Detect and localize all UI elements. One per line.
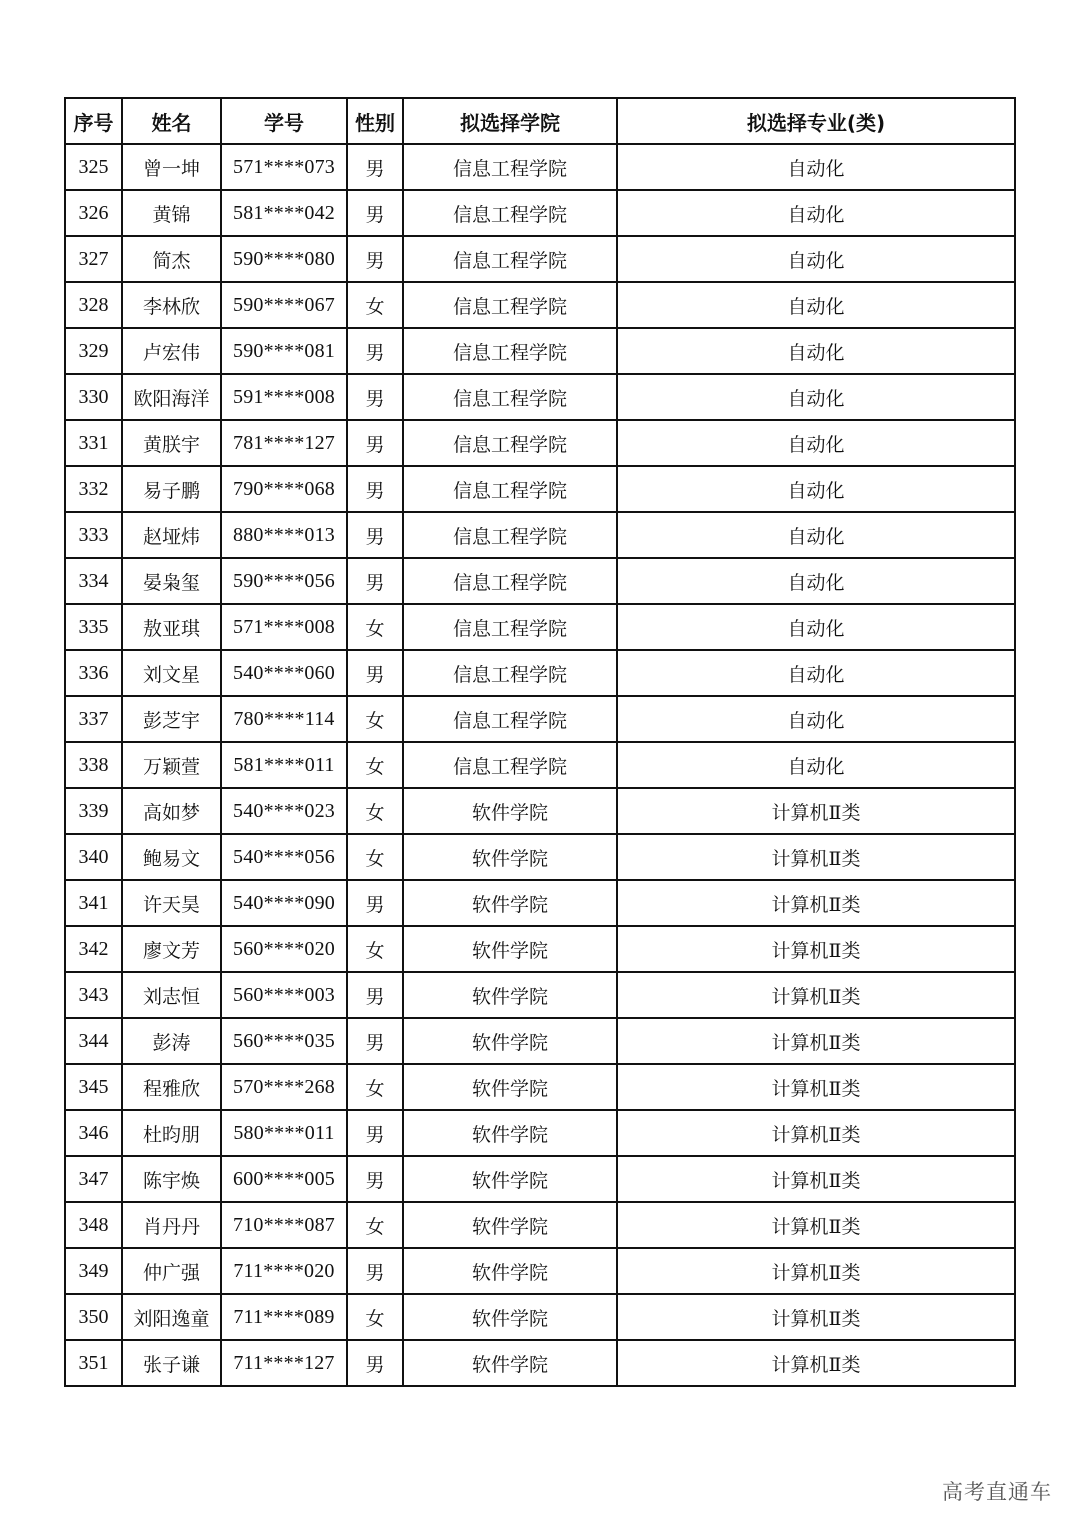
cell-student-id: 571****008 <box>221 604 347 650</box>
table-row <box>65 236 1015 282</box>
table-row <box>65 1340 1015 1386</box>
watermark-text: 高考直通车 <box>942 1480 1052 1504</box>
cell-student-id: 540****056 <box>221 834 347 880</box>
cell-name: 陈宇焕 <box>122 1156 221 1202</box>
cell-major: 计算机Ⅱ类 <box>617 1018 1015 1064</box>
cell-college: 信息工程学院 <box>403 650 617 696</box>
cell-gender: 男 <box>347 1340 403 1386</box>
table-row <box>65 1294 1015 1340</box>
cell-student-id: 570****268 <box>221 1064 347 1110</box>
cell-major: 自动化 <box>617 742 1015 788</box>
cell-college: 软件学院 <box>403 788 617 834</box>
cell-student-id: 780****114 <box>221 696 347 742</box>
cell-seq: 335 <box>65 604 122 650</box>
cell-name: 彭涛 <box>122 1018 221 1064</box>
cell-name: 赵垭炜 <box>122 512 221 558</box>
cell-student-id: 590****081 <box>221 328 347 374</box>
table-row <box>65 1110 1015 1156</box>
table-row <box>65 144 1015 190</box>
table-row <box>65 1248 1015 1294</box>
cell-seq: 332 <box>65 466 122 512</box>
cell-gender: 男 <box>347 190 403 236</box>
cell-major: 计算机Ⅱ类 <box>617 1202 1015 1248</box>
cell-major: 自动化 <box>617 144 1015 190</box>
cell-college: 软件学院 <box>403 1248 617 1294</box>
cell-college: 信息工程学院 <box>403 604 617 650</box>
cell-name: 廖文芳 <box>122 926 221 972</box>
cell-gender: 男 <box>347 236 403 282</box>
cell-name: 肖丹丹 <box>122 1202 221 1248</box>
cell-student-id: 540****023 <box>221 788 347 834</box>
cell-college: 信息工程学院 <box>403 374 617 420</box>
cell-major: 计算机Ⅱ类 <box>617 1110 1015 1156</box>
cell-student-id: 540****090 <box>221 880 347 926</box>
cell-gender: 女 <box>347 834 403 880</box>
cell-major: 自动化 <box>617 282 1015 328</box>
cell-major: 自动化 <box>617 420 1015 466</box>
cell-name: 敖亚琪 <box>122 604 221 650</box>
table-row <box>65 420 1015 466</box>
header-name: 姓名 <box>122 98 221 144</box>
table-row <box>65 282 1015 328</box>
cell-gender: 女 <box>347 788 403 834</box>
cell-gender: 男 <box>347 144 403 190</box>
cell-college: 软件学院 <box>403 1110 617 1156</box>
cell-student-id: 710****087 <box>221 1202 347 1248</box>
table-row <box>65 1064 1015 1110</box>
header-gender: 性别 <box>347 98 403 144</box>
cell-seq: 343 <box>65 972 122 1018</box>
cell-name: 卢宏伟 <box>122 328 221 374</box>
cell-major: 自动化 <box>617 236 1015 282</box>
cell-college: 信息工程学院 <box>403 236 617 282</box>
cell-student-id: 790****068 <box>221 466 347 512</box>
cell-major: 自动化 <box>617 374 1015 420</box>
cell-name: 黄锦 <box>122 190 221 236</box>
cell-college: 软件学院 <box>403 1018 617 1064</box>
table-row <box>65 512 1015 558</box>
cell-seq: 338 <box>65 742 122 788</box>
cell-gender: 女 <box>347 604 403 650</box>
cell-seq: 344 <box>65 1018 122 1064</box>
cell-seq: 337 <box>65 696 122 742</box>
table-row <box>65 972 1015 1018</box>
cell-major: 自动化 <box>617 512 1015 558</box>
cell-name: 刘志恒 <box>122 972 221 1018</box>
cell-major: 自动化 <box>617 604 1015 650</box>
cell-seq: 345 <box>65 1064 122 1110</box>
cell-student-id: 540****060 <box>221 650 347 696</box>
cell-student-id: 711****020 <box>221 1248 347 1294</box>
cell-major: 计算机Ⅱ类 <box>617 926 1015 972</box>
cell-name: 欧阳海洋 <box>122 374 221 420</box>
cell-name: 鲍易文 <box>122 834 221 880</box>
header-student-id: 学号 <box>221 98 347 144</box>
table-row <box>65 742 1015 788</box>
cell-college: 信息工程学院 <box>403 466 617 512</box>
cell-college: 软件学院 <box>403 972 617 1018</box>
header-major: 拟选择专业(类) <box>617 98 1015 144</box>
cell-college: 信息工程学院 <box>403 282 617 328</box>
table-row <box>65 1202 1015 1248</box>
table-header <box>65 98 1015 144</box>
table-row <box>65 1156 1015 1202</box>
cell-student-id: 581****042 <box>221 190 347 236</box>
cell-seq: 348 <box>65 1202 122 1248</box>
table-row <box>65 374 1015 420</box>
cell-gender: 男 <box>347 880 403 926</box>
cell-student-id: 600****005 <box>221 1156 347 1202</box>
cell-gender: 男 <box>347 650 403 696</box>
cell-college: 信息工程学院 <box>403 696 617 742</box>
cell-name: 万颖萱 <box>122 742 221 788</box>
cell-gender: 女 <box>347 1294 403 1340</box>
cell-college: 软件学院 <box>403 1294 617 1340</box>
cell-name: 刘阳逸童 <box>122 1294 221 1340</box>
cell-student-id: 560****035 <box>221 1018 347 1064</box>
cell-gender: 男 <box>347 1018 403 1064</box>
table-row <box>65 880 1015 926</box>
cell-name: 晏枭玺 <box>122 558 221 604</box>
cell-seq: 327 <box>65 236 122 282</box>
cell-name: 刘文星 <box>122 650 221 696</box>
cell-seq: 349 <box>65 1248 122 1294</box>
cell-major: 自动化 <box>617 558 1015 604</box>
header-row <box>65 98 1015 144</box>
cell-name: 易子鹏 <box>122 466 221 512</box>
cell-seq: 339 <box>65 788 122 834</box>
cell-college: 信息工程学院 <box>403 742 617 788</box>
cell-gender: 女 <box>347 742 403 788</box>
cell-name: 高如梦 <box>122 788 221 834</box>
cell-name: 杜昀朋 <box>122 1110 221 1156</box>
table-row <box>65 328 1015 374</box>
cell-student-id: 560****020 <box>221 926 347 972</box>
cell-seq: 340 <box>65 834 122 880</box>
cell-major: 计算机Ⅱ类 <box>617 880 1015 926</box>
cell-major: 计算机Ⅱ类 <box>617 1294 1015 1340</box>
cell-college: 软件学院 <box>403 1156 617 1202</box>
cell-seq: 331 <box>65 420 122 466</box>
cell-name: 黄朕宇 <box>122 420 221 466</box>
cell-major: 计算机Ⅱ类 <box>617 1156 1015 1202</box>
cell-gender: 男 <box>347 1110 403 1156</box>
cell-student-id: 781****127 <box>221 420 347 466</box>
cell-name: 曾一坤 <box>122 144 221 190</box>
table-row <box>65 696 1015 742</box>
cell-seq: 347 <box>65 1156 122 1202</box>
cell-name: 简杰 <box>122 236 221 282</box>
table-body <box>65 144 1015 1386</box>
cell-college: 软件学院 <box>403 1202 617 1248</box>
cell-major: 计算机Ⅱ类 <box>617 1340 1015 1386</box>
cell-college: 信息工程学院 <box>403 328 617 374</box>
cell-gender: 男 <box>347 374 403 420</box>
cell-student-id: 711****089 <box>221 1294 347 1340</box>
cell-name: 张子谦 <box>122 1340 221 1386</box>
cell-major: 计算机Ⅱ类 <box>617 1064 1015 1110</box>
cell-gender: 女 <box>347 1064 403 1110</box>
table-row <box>65 926 1015 972</box>
cell-major: 计算机Ⅱ类 <box>617 834 1015 880</box>
cell-student-id: 590****056 <box>221 558 347 604</box>
cell-major: 计算机Ⅱ类 <box>617 1248 1015 1294</box>
cell-student-id: 590****080 <box>221 236 347 282</box>
cell-student-id: 711****127 <box>221 1340 347 1386</box>
cell-seq: 334 <box>65 558 122 604</box>
cell-major: 计算机Ⅱ类 <box>617 972 1015 1018</box>
table-row <box>65 190 1015 236</box>
cell-name: 李林欣 <box>122 282 221 328</box>
cell-major: 自动化 <box>617 650 1015 696</box>
cell-seq: 346 <box>65 1110 122 1156</box>
cell-college: 软件学院 <box>403 926 617 972</box>
cell-seq: 342 <box>65 926 122 972</box>
cell-gender: 男 <box>347 972 403 1018</box>
header-college: 拟选择学院 <box>403 98 617 144</box>
cell-seq: 329 <box>65 328 122 374</box>
table-row <box>65 834 1015 880</box>
cell-gender: 男 <box>347 420 403 466</box>
cell-college: 软件学院 <box>403 1064 617 1110</box>
cell-college: 软件学院 <box>403 880 617 926</box>
cell-seq: 326 <box>65 190 122 236</box>
cell-student-id: 880****013 <box>221 512 347 558</box>
student-list-table <box>64 97 1016 1387</box>
cell-gender: 女 <box>347 926 403 972</box>
cell-seq: 330 <box>65 374 122 420</box>
cell-major: 自动化 <box>617 466 1015 512</box>
cell-college: 软件学院 <box>403 1340 617 1386</box>
table-row <box>65 604 1015 650</box>
cell-major: 自动化 <box>617 328 1015 374</box>
cell-seq: 341 <box>65 880 122 926</box>
cell-student-id: 580****011 <box>221 1110 347 1156</box>
cell-seq: 328 <box>65 282 122 328</box>
table-row <box>65 788 1015 834</box>
cell-name: 许天昊 <box>122 880 221 926</box>
cell-college: 软件学院 <box>403 834 617 880</box>
cell-student-id: 590****067 <box>221 282 347 328</box>
cell-seq: 333 <box>65 512 122 558</box>
cell-name: 程雅欣 <box>122 1064 221 1110</box>
cell-gender: 女 <box>347 1202 403 1248</box>
cell-major: 自动化 <box>617 696 1015 742</box>
cell-gender: 女 <box>347 282 403 328</box>
cell-seq: 351 <box>65 1340 122 1386</box>
cell-major: 自动化 <box>617 190 1015 236</box>
cell-name: 彭芝宇 <box>122 696 221 742</box>
cell-name: 仲广强 <box>122 1248 221 1294</box>
cell-major: 计算机Ⅱ类 <box>617 788 1015 834</box>
cell-student-id: 560****003 <box>221 972 347 1018</box>
cell-college: 信息工程学院 <box>403 558 617 604</box>
cell-gender: 男 <box>347 1248 403 1294</box>
cell-gender: 男 <box>347 1156 403 1202</box>
student-list-table-container <box>64 97 1014 1387</box>
cell-college: 信息工程学院 <box>403 144 617 190</box>
cell-college: 信息工程学院 <box>403 420 617 466</box>
cell-gender: 男 <box>347 512 403 558</box>
cell-student-id: 591****008 <box>221 374 347 420</box>
table-row <box>65 1018 1015 1064</box>
header-seq: 序号 <box>65 98 122 144</box>
cell-student-id: 581****011 <box>221 742 347 788</box>
cell-student-id: 571****073 <box>221 144 347 190</box>
cell-gender: 女 <box>347 696 403 742</box>
cell-gender: 男 <box>347 466 403 512</box>
cell-seq: 350 <box>65 1294 122 1340</box>
table-row <box>65 466 1015 512</box>
cell-gender: 男 <box>347 558 403 604</box>
cell-college: 信息工程学院 <box>403 190 617 236</box>
cell-college: 信息工程学院 <box>403 512 617 558</box>
cell-seq: 336 <box>65 650 122 696</box>
cell-gender: 男 <box>347 328 403 374</box>
table-row <box>65 558 1015 604</box>
table-row <box>65 650 1015 696</box>
cell-seq: 325 <box>65 144 122 190</box>
